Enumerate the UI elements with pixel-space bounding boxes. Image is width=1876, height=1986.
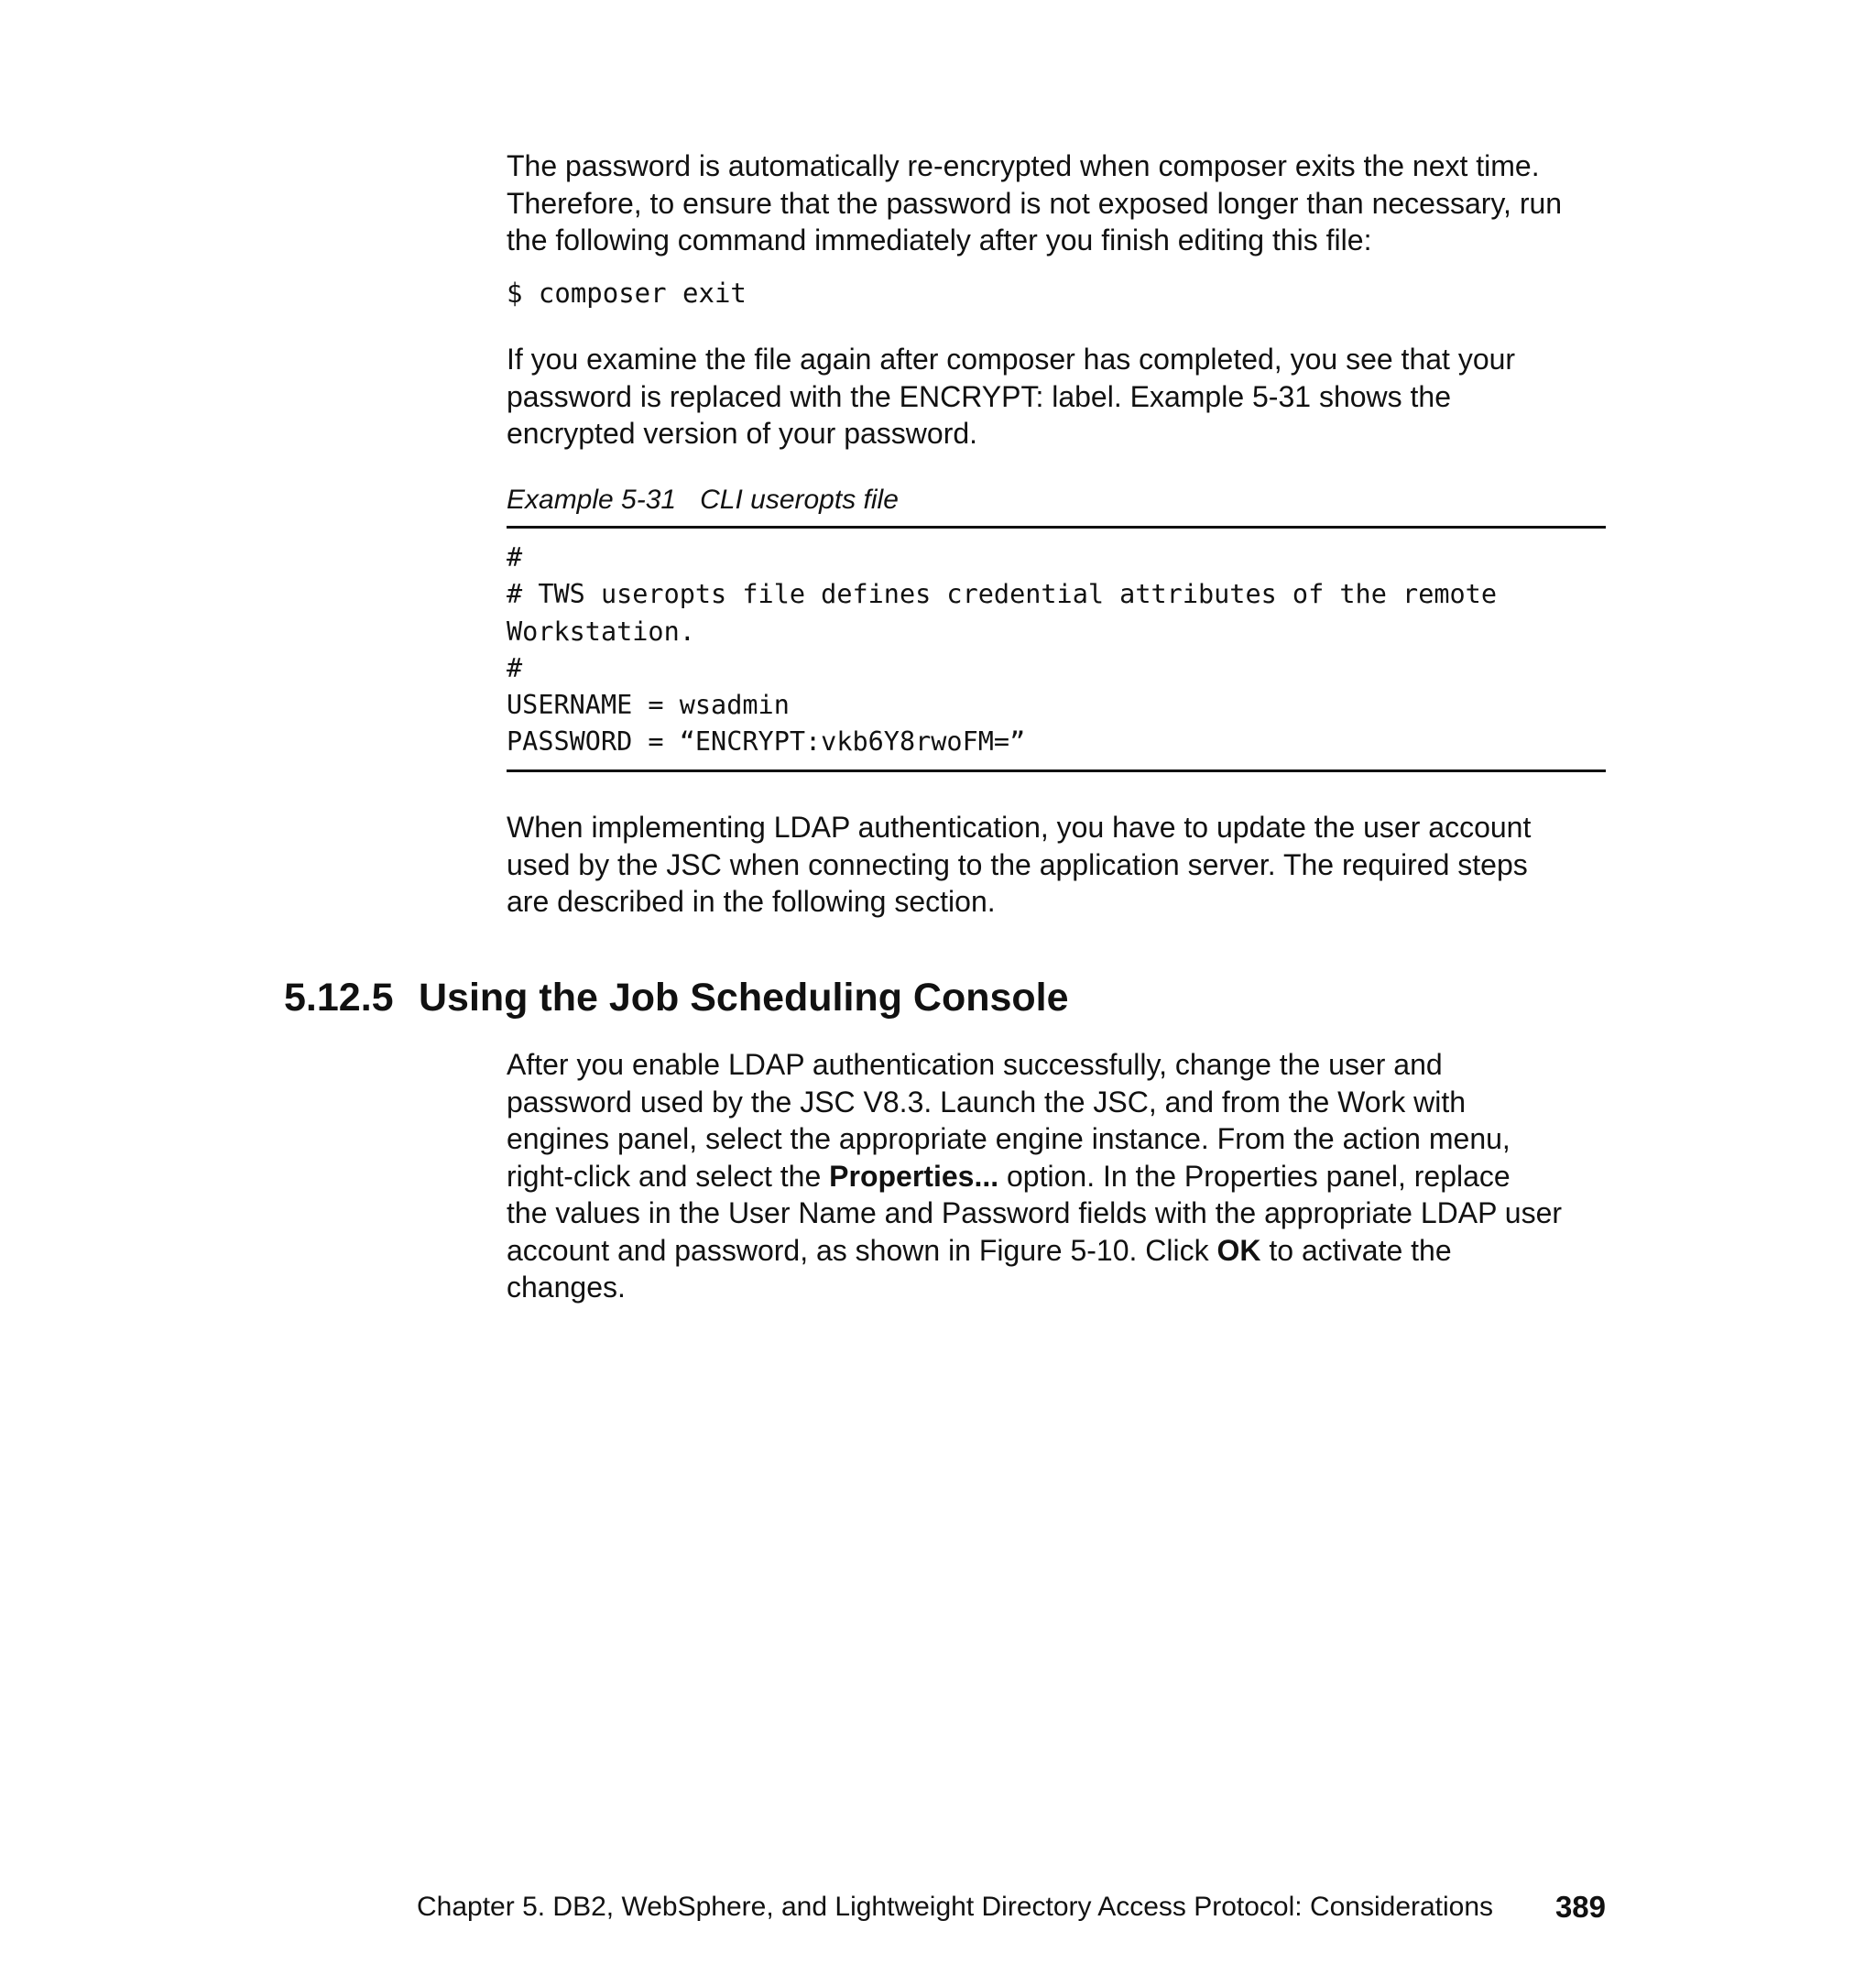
code-line: USERNAME = wsadmin	[507, 690, 790, 721]
jsc-text: option. In the Properties panel, replace	[998, 1159, 1511, 1193]
code-line: Workstation.	[507, 616, 695, 647]
section-heading	[284, 975, 1069, 1020]
intro-line: the following command immediately after you finish editing this file:	[507, 224, 1372, 256]
footer-chapter-title: Chapter 5. DB2, WebSphere, and Lightweight Directory Access Protocol: Considerations	[417, 1892, 1494, 1922]
examine-line: If you examine the file again after composer has completed, you see that your	[507, 343, 1516, 376]
code-line: PASSWORD = “ENCRYPT:vkb6Y8rwoFM=”	[507, 726, 1026, 758]
examine-line: password is replaced with the ENCRYPT: label. Example 5-31 shows the	[507, 379, 1452, 413]
example-caption	[507, 482, 1606, 518]
ok-button-label: OK	[1216, 1233, 1261, 1267]
example-top-rule	[507, 526, 1606, 529]
jsc-line: the values in the User Name and Password fields with the appropriate LDAP user	[507, 1196, 1563, 1229]
jsc-line: password used by the JSC V8.3. Launch the JSC, and from the Work with	[507, 1085, 1467, 1118]
ldap-line: are described in the following section.	[507, 885, 996, 918]
section-title: Using the Job Scheduling Console	[419, 976, 1069, 1020]
examine-paragraph	[507, 341, 1606, 453]
examine-line: encrypted version of your password.	[507, 417, 978, 450]
example-bottom-rule	[507, 769, 1606, 772]
ldap-line: used by the JSC when connecting to the application server. The required steps	[507, 847, 1528, 881]
code-line: #	[507, 652, 523, 683]
ldap-line: When implementing LDAP authentication, you have to update the user account	[507, 811, 1532, 844]
section-number: 5.12.5	[284, 976, 394, 1020]
example-title: CLI useropts file	[700, 485, 899, 515]
jsc-line: changes.	[507, 1271, 626, 1304]
jsc-text: right-click and select the	[507, 1159, 830, 1193]
jsc-line: engines panel, select the appropriate engine instance. From the action menu,	[507, 1122, 1511, 1155]
jsc-text: to activate the	[1260, 1233, 1452, 1267]
intro-line: Therefore, to ensure that the password is not exposed longer than necessary, run	[507, 186, 1563, 220]
code-line: #	[507, 542, 523, 573]
code-block	[507, 540, 1606, 761]
page-number: 389	[1554, 1890, 1606, 1924]
jsc-line	[507, 1232, 1606, 1270]
ldap-paragraph	[507, 809, 1606, 921]
jsc-text: account and password, as shown in Figure 5-10. Click	[507, 1233, 1217, 1267]
jsc-paragraph	[507, 1046, 1606, 1306]
intro-paragraph	[507, 147, 1606, 259]
example-number: Example 5-31	[507, 485, 677, 515]
jsc-line: After you enable LDAP authentication successfully, change the user and	[507, 1048, 1443, 1081]
command-text: $ composer exit	[507, 278, 747, 309]
command-block	[507, 275, 1606, 311]
code-line: # TWS useropts file defines credential attributes of the remote	[507, 579, 1497, 610]
properties-option-label: Properties...	[829, 1159, 999, 1193]
jsc-line	[507, 1158, 1606, 1195]
intro-line: The password is automatically re-encrypted when composer exits the next time.	[507, 149, 1540, 182]
